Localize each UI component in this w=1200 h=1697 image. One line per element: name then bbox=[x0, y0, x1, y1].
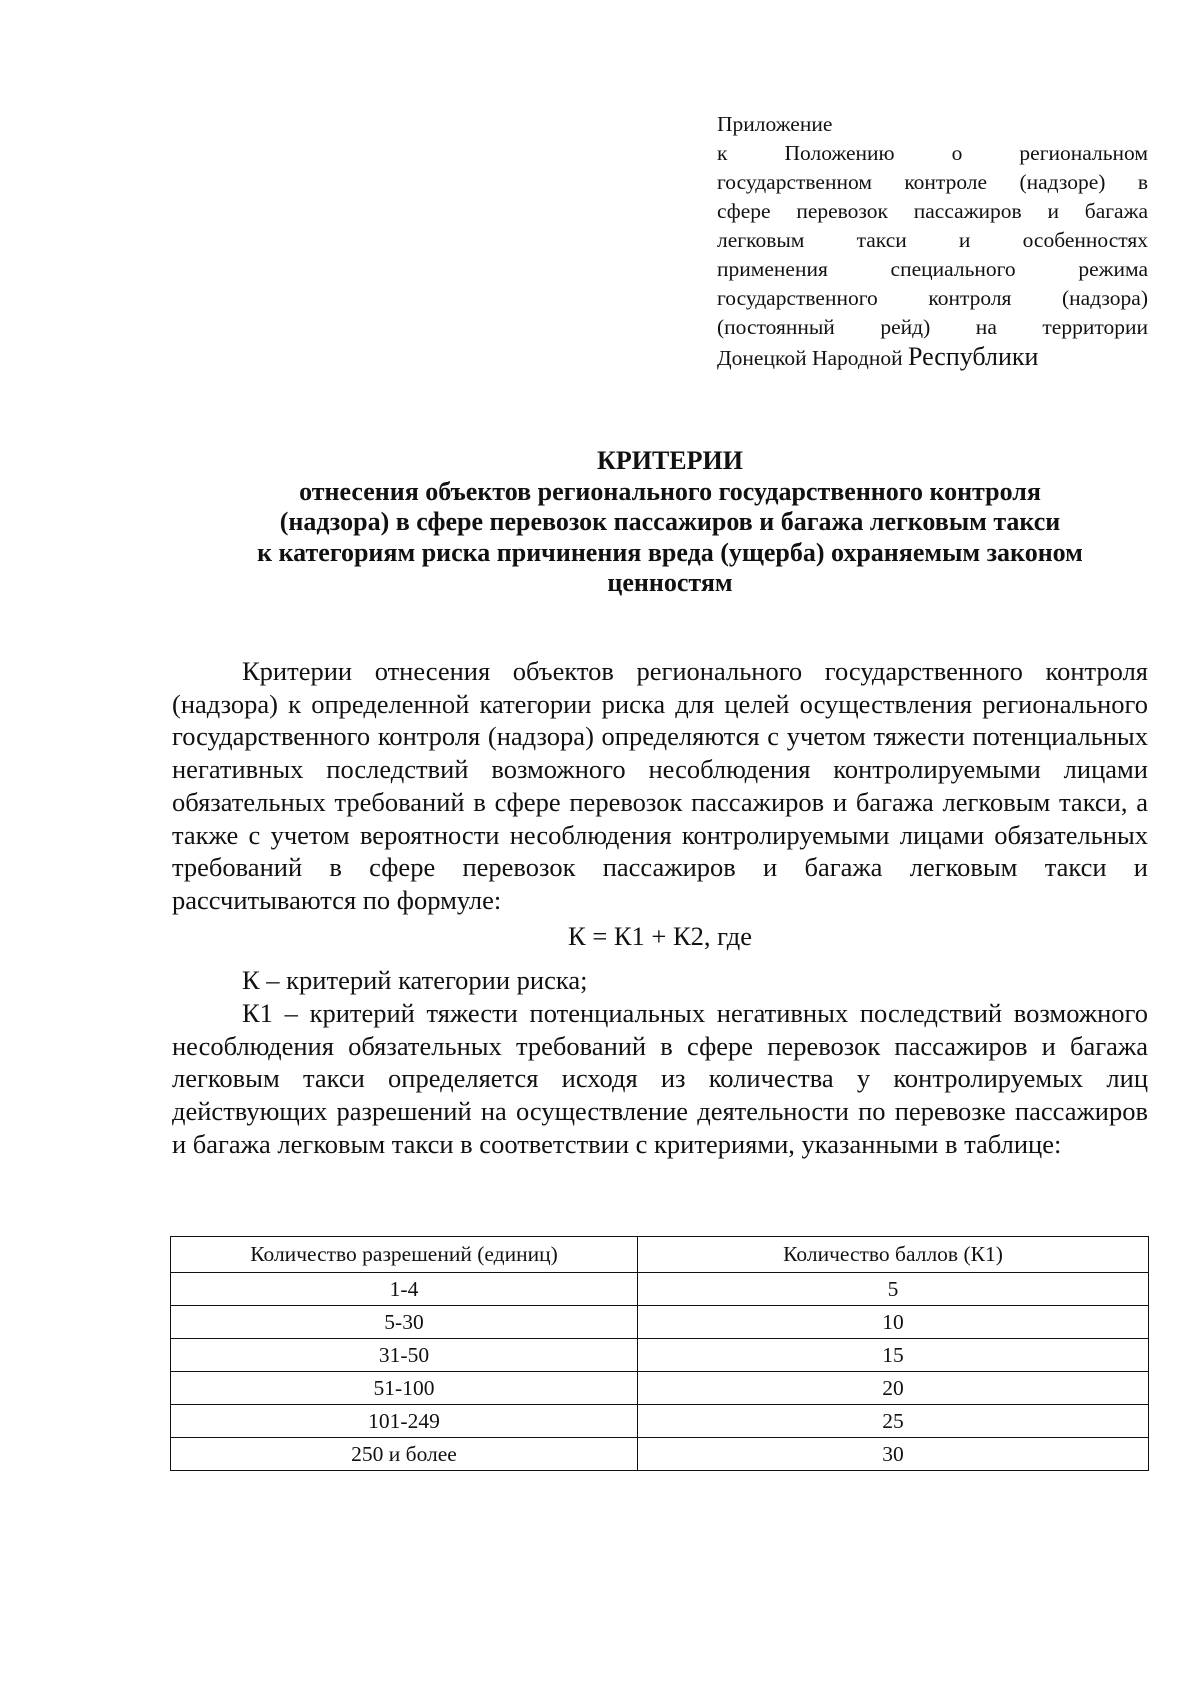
column-header-permits: Количество разрешений (единиц) bbox=[171, 1237, 638, 1273]
table-row bbox=[171, 1339, 1149, 1372]
table-row bbox=[171, 1306, 1149, 1339]
permits-cell: 250 и более bbox=[171, 1438, 638, 1471]
permits-cell: 101-249 bbox=[171, 1405, 638, 1438]
permits-cell: 51-100 bbox=[171, 1372, 638, 1405]
points-cell: 30 bbox=[638, 1438, 1149, 1471]
intro-paragraph: Критерии отнесения объектов регионального государственного контроля (надзора) к определенной категории риска для целей осуществления регионального государственного контроля (надзора) определяются с учетом тяжести потенциальных негативных последствий возможного несоблюдения контролируемыми лицами обязательных требований в сфере перевозок пассажиров и багажа легковым такси, а также с учетом вероятности несоблюдения контролируемыми лицами обязательных требований в сфере перевозок пассажиров и багажа легковым такси и рассчитываются по формуле: bbox=[172, 656, 1148, 915]
k1-definition: К1 – критерий тяжести потенциальных негативных последствий возможного несоблюдения обязательных требований в сфере перевозок пассажиров и багажа легковым такси определяется исходя из количества у контролируемых лиц действующих разрешений на осуществление деятельности по перевозке пассажиров и багажа легковым такси в соответствии с критериями, указанными в таблице: bbox=[172, 998, 1148, 1159]
table-row bbox=[171, 1372, 1149, 1405]
heading-subtitle-line: ценностям bbox=[607, 568, 733, 597]
table-row bbox=[171, 1273, 1149, 1306]
table-row bbox=[171, 1405, 1149, 1438]
appendix-note bbox=[717, 110, 1148, 373]
appendix-line: государственном контроле (надзоре) в bbox=[717, 170, 1148, 194]
criteria-table bbox=[170, 1236, 1149, 1471]
heading-subtitle-line: (надзора) в сфере перевозок пассажиров и багажа легковым такси bbox=[279, 507, 1061, 536]
appendix-line: государственного контроля (надзора) bbox=[717, 286, 1148, 310]
heading-title: КРИТЕРИИ bbox=[597, 446, 743, 475]
k-definition: К – критерий категории риска; bbox=[242, 965, 588, 996]
appendix-line: (постоянный рейд) на территории bbox=[717, 315, 1148, 339]
appendix-title: Приложение bbox=[717, 112, 833, 136]
appendix-line: к Положению о региональном bbox=[717, 141, 1148, 165]
appendix-line: легковым такси и особенностях bbox=[717, 228, 1148, 252]
points-cell: 15 bbox=[638, 1339, 1149, 1372]
points-cell: 20 bbox=[638, 1372, 1149, 1405]
heading-subtitle-line: к категориям риска причинения вреда (ущерба) охраняемым законом bbox=[257, 537, 1083, 567]
points-cell: 10 bbox=[638, 1306, 1149, 1339]
risk-formula: К = К1 + К2, где bbox=[568, 920, 752, 951]
appendix-last-line-start: Донецкой Народной bbox=[717, 346, 903, 370]
permits-cell: 1-4 bbox=[171, 1273, 638, 1306]
column-header-points: Количество баллов (К1) bbox=[638, 1237, 1149, 1273]
appendix-last-line-end: Республики bbox=[907, 342, 1039, 371]
heading-subtitle-line: отнесения объектов регионального государственного контроля bbox=[299, 476, 1041, 506]
appendix-line: сфере перевозок пассажиров и багажа bbox=[717, 199, 1148, 223]
points-cell: 5 bbox=[638, 1273, 1149, 1306]
appendix-last-line bbox=[717, 342, 1148, 373]
table-row bbox=[171, 1438, 1149, 1471]
points-cell: 25 bbox=[638, 1405, 1149, 1438]
document-body bbox=[172, 655, 1148, 1161]
permits-cell: 5-30 bbox=[171, 1306, 638, 1339]
document-heading bbox=[160, 446, 1180, 599]
appendix-line: применения специального режима bbox=[717, 257, 1148, 281]
table-header-row bbox=[171, 1237, 1149, 1273]
permits-cell: 31-50 bbox=[171, 1339, 638, 1372]
